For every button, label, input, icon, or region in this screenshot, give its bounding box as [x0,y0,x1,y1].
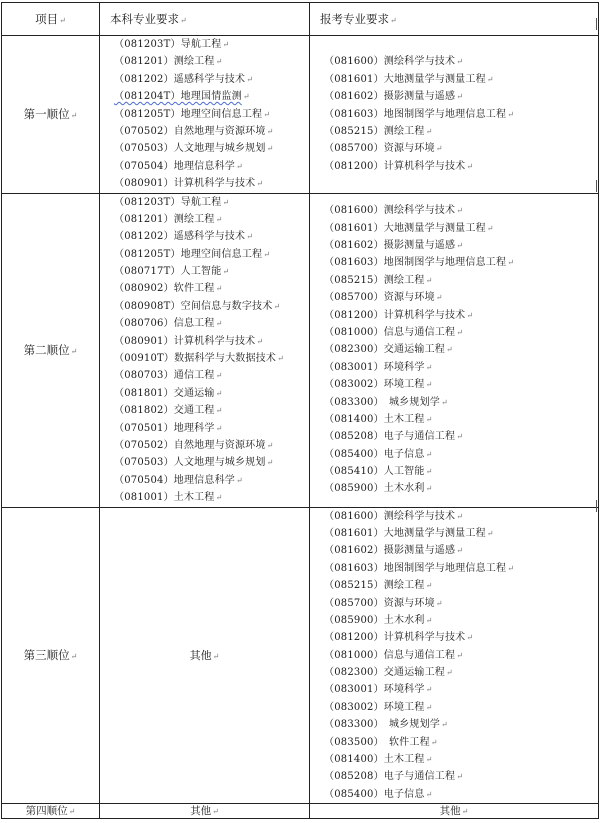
list-item [114,71,309,88]
major-text: （083001）环境科学 [324,684,425,696]
list-item [114,280,309,297]
list-item [324,88,598,105]
major-text: （085900）土木水利 [324,483,425,495]
paragraph-mark-icon [69,807,76,816]
apply-list [310,53,598,175]
paragraph-mark-icon [456,512,463,521]
paragraph-mark-icon [456,432,463,441]
undergrad-cell [100,36,310,194]
paragraph-mark-icon [216,424,223,433]
paragraph-mark-icon [456,546,463,555]
paragraph-mark-icon [263,250,270,259]
list-item [324,289,598,306]
list-item [324,53,598,70]
major-text: （083300） 城乡规划学 [324,719,440,731]
apply-list [310,508,598,804]
list-item [114,194,309,211]
paragraph-mark-icon [267,127,274,136]
header-apply: 报考专业要求 [320,12,389,26]
list-item [324,577,598,594]
rank-label: 第四顺位 [25,804,68,817]
list-item [324,411,598,428]
major-text: （085215）测绘工程 [324,580,425,592]
major-text: （081400）土木工程 [324,754,425,766]
paragraph-mark-icon [256,179,263,188]
list-item [114,211,309,228]
paragraph-mark-icon [436,144,443,153]
major-text: （085215）测绘工程 [324,274,425,286]
paragraph-mark-icon [222,267,229,276]
undergrad-list [100,194,309,507]
paragraph-mark-icon [466,311,473,320]
undergrad-cell [100,804,310,819]
list-item [324,428,598,445]
list-item [324,525,598,542]
paragraph-mark-icon [216,493,223,502]
major-text: （085208）电子与通信工程 [324,771,456,783]
list-item [324,123,598,140]
list-item [324,376,598,393]
list-item [324,786,598,803]
table-row [2,36,599,194]
list-item [324,220,598,237]
paragraph-mark-icon [436,293,443,302]
major-text: （081603）地图制图学与地理信息工程 [324,257,507,269]
major-text: （081203T）导航工程 [114,39,222,50]
paragraph-mark-icon [441,398,448,407]
major-text: （080901）计算机科学与技术 [114,335,256,347]
paragraph-mark-icon [267,144,274,153]
list-item [324,272,598,289]
paragraph-mark-icon [426,127,433,136]
major-text: （083300） 城乡规划学 [324,396,440,408]
rank-cell [2,193,100,507]
paragraph-mark-icon [426,380,433,389]
major-text: （081603）地图制图学与地理信息工程 [324,108,507,120]
list-item [324,202,598,219]
major-text: （080706）信息工程 [114,318,215,330]
list-item [114,140,309,157]
list-item [324,463,598,480]
paragraph-mark-icon [466,633,473,642]
paragraph-mark-icon [236,476,243,485]
major-text: （081603）地图制图学与地理信息工程 [324,562,507,574]
paragraph-mark-icon [456,328,463,337]
paragraph-mark-icon [216,215,223,224]
paragraph-mark-icon [456,57,463,66]
major-text: （082300）交通运输工程 [324,344,445,356]
paragraph-mark-icon [222,198,229,207]
paragraph-mark-icon [426,276,433,285]
other-label: 其他 [190,804,212,817]
header-row [2,3,599,36]
list-item [114,454,309,471]
major-text: （070504）地理信息科学 [114,474,235,486]
major-text: （081202）遥感科学与技术 [114,73,246,85]
paragraph-mark-icon [180,16,187,25]
paragraph-mark-icon [267,458,274,467]
paragraph-mark-icon [456,206,463,215]
list-item [324,237,598,254]
list-item [114,36,309,53]
paragraph-mark-icon [426,484,433,493]
paragraph-mark-icon [462,807,469,816]
other-label: 其他 [439,804,461,817]
major-text: （081602）摄影测量与遥感 [324,239,456,251]
list-item [114,263,309,280]
paragraph-mark-icon [71,652,78,661]
list-item [324,307,598,324]
paragraph-mark-icon [507,564,514,573]
paragraph-mark-icon [216,284,223,293]
list-item [324,140,598,157]
major-text: （081200）计算机科学与技术 [324,160,466,172]
list-item [114,88,309,105]
major-text: （081601）大地测量学与测量工程 [324,73,486,85]
list-item [114,420,309,437]
paragraph-mark-icon [213,652,220,661]
major-text: （083002）环境工程 [324,379,425,391]
list-item [324,664,598,681]
paragraph-mark-icon [426,685,433,694]
paragraph-mark-icon [216,389,223,398]
paragraph-mark-icon [59,16,66,25]
major-text: （081201）测绘工程 [114,213,215,225]
major-text: （081801）交通运输 [114,387,215,399]
other-label: 其他 [189,649,212,663]
major-text: （080908T）空间信息与数字技术 [114,300,273,312]
major-text: （081202）遥感科学与技术 [114,231,246,243]
paragraph-mark-icon [426,450,433,459]
major-text: （00910T）数据科学与大数据技术 [114,353,277,365]
paragraph-mark-icon [267,441,274,450]
paragraph-mark-icon [236,162,243,171]
list-item [324,716,598,733]
paragraph-mark-icon [263,110,270,119]
apply-cell [310,193,599,507]
paragraph-mark-icon [456,241,463,250]
paragraph-mark-icon [456,651,463,660]
row-end-mark [596,18,600,30]
apply-cell [310,507,599,804]
rank-cell [2,36,100,194]
header-item-cell [2,3,100,36]
list-item [114,402,309,419]
list-item [114,53,309,70]
list-item [114,489,309,506]
major-text: （081000）信息与通信工程 [324,326,456,338]
list-item [114,350,309,367]
major-text: （081001）土木工程 [114,492,215,504]
list-item [324,394,598,411]
major-text: （070502）自然地理与资源环境 [114,125,266,137]
list-item [114,298,309,315]
row-end-mark [596,180,600,192]
paragraph-mark-icon [431,738,438,747]
major-text: （081600）测绘科学与技术 [324,205,456,217]
paragraph-mark-icon [456,92,463,101]
major-text: （085700）资源与环境 [324,143,435,155]
major-text: （081802）交通工程 [114,405,215,417]
major-text: （081205T）地理空间信息工程 [114,108,263,120]
list-item [324,508,598,525]
paragraph-mark-icon [466,162,473,171]
major-text: （081600）测绘科学与技术 [324,510,456,522]
paragraph-mark-icon [390,16,397,25]
list-item [114,106,309,123]
apply-list [310,202,598,498]
apply-cell [310,36,599,194]
list-item [324,699,598,716]
list-item [324,254,598,271]
major-text: （085700）资源与环境 [324,292,435,304]
list-item [324,71,598,88]
paragraph-mark-icon [216,371,223,380]
list-item [114,175,309,192]
list-item [114,246,309,263]
list-item [324,681,598,698]
major-text: （085900）土木水利 [324,614,425,626]
rank-cell [2,804,100,819]
paragraph-mark-icon [446,345,453,354]
major-text: （083500） 软件工程 [324,736,430,748]
major-text: （080902）软件工程 [114,283,215,295]
table-row [2,507,599,804]
major-text: （085400）电子信息 [324,788,425,800]
list-item [324,480,598,497]
list-item [114,315,309,332]
paragraph-mark-icon [246,75,253,84]
list-item [114,385,309,402]
header-apply-cell [310,3,599,36]
major-text: （081602）摄影测量与遥感 [324,545,456,557]
major-text: （081600）测绘科学与技术 [324,56,456,68]
paragraph-mark-icon [426,616,433,625]
paragraph-mark-icon [507,110,514,119]
list-item [324,751,598,768]
header-undergrad: 本科专业要求 [110,12,179,26]
list-item [114,472,309,489]
paragraph-mark-icon [487,529,494,538]
major-text: （081400）土木工程 [324,413,425,425]
list-item [324,359,598,376]
major-text: （085400）电子信息 [324,448,425,460]
major-text: （083002）环境工程 [324,701,425,713]
paragraph-mark-icon [273,302,280,311]
major-text: （083001）环境科学 [324,361,425,373]
table-row [2,804,599,819]
major-text: （081204T）地理国情监测 [114,91,242,103]
paragraph-mark-icon [441,720,448,729]
list-item [324,446,598,463]
paragraph-mark-icon [487,224,494,233]
major-text: （082300）交通运输工程 [324,667,445,679]
paragraph-mark-icon [216,57,223,66]
list-item [324,768,598,785]
major-text: （081205T）地理空间信息工程 [114,248,263,260]
major-text: （080717T）人工智能 [114,266,222,278]
list-item [114,123,309,140]
paragraph-mark-icon [71,347,78,356]
paragraph-mark-icon [426,703,433,712]
paragraph-mark-icon [507,258,514,267]
major-text: （085410）人工智能 [324,466,425,478]
major-text: （080703）通信工程 [114,370,215,382]
list-item [324,595,598,612]
list-item [324,629,598,646]
major-text: （070503）人文地理与城乡规划 [114,143,266,155]
list-item [324,341,598,358]
rank-label: 第二顺位 [23,343,70,358]
major-text: （081203T）导航工程 [114,196,222,208]
major-text: （081000）信息与通信工程 [324,649,456,661]
paragraph-mark-icon [456,772,463,781]
major-text: （081601）大地测量学与测量工程 [324,527,486,539]
paragraph-mark-icon [246,232,253,241]
list-item [114,367,309,384]
major-text: （070503）人文地理与城乡规划 [114,457,266,469]
major-text: （081200）计算机科学与技术 [324,309,466,321]
header-undergrad-cell [100,3,310,36]
list-item [324,542,598,559]
paragraph-mark-icon [426,467,433,476]
paragraph-mark-icon [256,337,263,346]
major-text: （070504）地理信息科学 [114,160,235,172]
list-item [324,324,598,341]
rank-cell [2,507,100,804]
list-item [324,560,598,577]
table-row [2,193,599,507]
paragraph-mark-icon [426,755,433,764]
paragraph-mark-icon [446,668,453,677]
paragraph-mark-icon [216,406,223,415]
major-text: （070501）地理科学 [114,422,215,434]
list-item [324,158,598,175]
major-text: （081200）计算机科学与技术 [324,632,466,644]
major-text: （081601）大地测量学与测量工程 [324,222,486,234]
rank-label: 第一顺位 [23,107,70,122]
requirements-table [1,2,599,819]
paragraph-mark-icon [71,111,78,120]
major-text: （081201）测绘工程 [114,56,215,68]
major-text: （070502）自然地理与资源环境 [114,439,266,451]
paragraph-mark-icon [277,354,284,363]
undergrad-cell [100,193,310,507]
undergrad-cell [100,507,310,804]
paragraph-mark-icon [426,415,433,424]
major-text: （085208）电子与通信工程 [324,431,456,443]
header-item: 项目 [35,12,59,26]
paragraph-mark-icon [243,92,250,101]
apply-cell [310,804,599,819]
undergrad-list [100,36,309,193]
list-item [324,734,598,751]
major-text: （085700）资源与环境 [324,597,435,609]
list-item [324,106,598,123]
rank-label: 第三顺位 [23,648,70,663]
list-item [114,437,309,454]
paragraph-mark-icon [426,363,433,372]
row-end-mark [596,500,600,512]
paragraph-mark-icon [426,790,433,799]
list-item [324,612,598,629]
paragraph-mark-icon [426,581,433,590]
paragraph-mark-icon [436,599,443,608]
paragraph-mark-icon [487,75,494,84]
list-item [114,228,309,245]
major-text: （081602）摄影测量与遥感 [324,91,456,103]
paragraph-mark-icon [212,807,219,816]
major-text: （080901）计算机科学与技术 [114,178,256,190]
list-item [324,647,598,664]
paragraph-mark-icon [222,40,229,49]
major-text: （085215）测绘工程 [324,125,425,137]
paragraph-mark-icon [216,319,223,328]
list-item [114,333,309,350]
list-item [114,158,309,175]
